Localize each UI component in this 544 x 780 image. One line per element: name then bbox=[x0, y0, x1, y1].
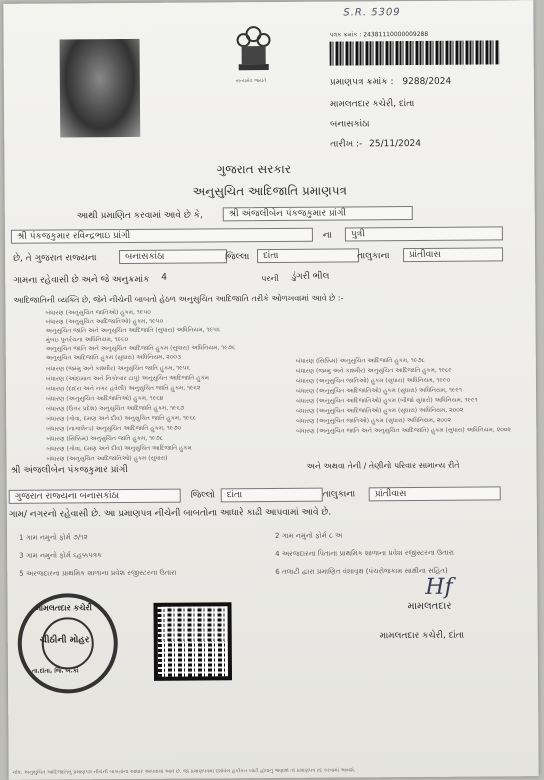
evidence-item: 4 અરજદારના પિતાના પ્રાથમિક શાળાના પ્રવેશ રજીસ્ટરના ઉતારા bbox=[275, 548, 455, 558]
fine-print-line: બંધારણ (જમ્મુ અને કાશ્મીર) અનુસુચિત જાતિ હુકમ, ૧૯૫૬ bbox=[45, 364, 191, 373]
fine-print-line: બંધારણ (ઉત્તર પ્રદેશ) અનુસુચિત આદિજાતિ હુકમ, ૧૯૬૭ bbox=[46, 404, 185, 413]
district-label: જિલ્લા bbox=[225, 252, 250, 263]
fine-print-line: બંધારણ (અનુસુચિત જાતિઓ) હુકમ, ૧૯૫૦ bbox=[45, 308, 151, 317]
fine-print-line: બંધારણ (દાદરા અને નગર હવેલી) અનુસુચિત જાતિ હુકમ, ૧૯૬૨ bbox=[45, 384, 201, 393]
name-repeat: શ્રી અંજલીબેન પંકજકુમાર પ્રાંગી bbox=[10, 465, 128, 476]
fine-print-line: મુંબઇ પુનર્રચના અધિનિયમ, ૧૯૬૦ bbox=[45, 335, 129, 344]
certificate-no-row: પ્રમાણપત્ર ક્રમાંક : 9288/2024 bbox=[329, 76, 452, 88]
family-text: અને અથવા તેની / તેણીનો પરિવાર સામાન્ય રીતે bbox=[306, 460, 460, 471]
fine-print-line: બંધારણ (ગોવા, દમણ અને દીવ) અનુસુચિત જાતિ હુકમ, ૧૯૬૮ bbox=[46, 414, 197, 423]
residence-taluka-label: તાલુકાના bbox=[322, 489, 356, 500]
fine-print-line: બંધારણ (જમ્મુ અને કાશ્મીર) અનુસુચિત આદિજાતિ હુકમ, ૧૯૮૯ bbox=[295, 366, 453, 375]
fine-print-line: બંધારણ (અનુસુચિત આદિજાતિઓ) હુકમ (બીજો સુધારો) અધિનિયમ, ૧૯૯૧ bbox=[296, 396, 478, 405]
emblem-icon bbox=[233, 24, 273, 76]
seal-bottom-text: તા.દાંતા, જિ. બ.કાં bbox=[31, 667, 79, 675]
evidence-item: 3 ગામ નમુનો ફોર્મ ૬હક્કપત્રક bbox=[19, 551, 102, 560]
state-text: છે, તે ગુજરાત રાજ્યના bbox=[13, 253, 97, 264]
fine-print-line: બંધારણ (નાગાલેન્ડ) અનુસુચિત આદિજાતિ હુકમ, ૧૯૭૦ bbox=[46, 424, 182, 433]
serial-no: 4 bbox=[161, 272, 167, 283]
certify-text: આથી પ્રમાણિત કરવામાં આવે છે કે, bbox=[76, 210, 203, 222]
state-district: બનાસકાંઠા bbox=[119, 249, 227, 264]
fine-print-line: બંધારણ (સિક્કિમ) અનુસુચિત જાતિ હુકમ, ૧૯૭૮ bbox=[46, 434, 164, 443]
signature-office: મામલતદાર કચેરી, દાંતા bbox=[379, 630, 465, 642]
issue-date: 25/11/2024 bbox=[369, 138, 422, 150]
emblem-caption: સત્યમેવ જયતે bbox=[235, 78, 267, 85]
applicant-photo bbox=[60, 39, 141, 138]
fine-print-line: બંધારણ (અનુસુચિત આદિજાતિઓ) હુકમ (સુધારા) અધિનિયમ, ૧૯૯૧ bbox=[295, 386, 462, 395]
fine-print-line: બંધારણ (આંદામાન અને નિકોબાર ટાપુ) અનુસુચિત આદિજાતિ હુકમ bbox=[45, 374, 210, 383]
evidence-item: 1 ગામ નમુનો ફોર્મ ૭/૧૨ bbox=[18, 533, 88, 542]
caste: ડુંગરી ભીલ bbox=[291, 271, 330, 282]
applicant-name: શ્રી અંજલીબેન પંકજકુમાર પ્રાંગી bbox=[223, 206, 413, 221]
village: પ્રાંતીવાસ bbox=[403, 247, 503, 262]
corner-handwriting: S.R. 5309 bbox=[343, 7, 401, 19]
certificate-no: 9288/2024 bbox=[402, 76, 452, 88]
recognized-text: આદિજાતિની વ્યક્તિ છે, જેને નીચેની બાબતો હેઠળ અનુસુચિત આદિજાતિ તરીકે ઓળખવામાં આવે છે :- bbox=[13, 293, 344, 305]
evidence-item: 2 ગામ નમુનો ફોર્મ ૮ અ bbox=[274, 531, 343, 540]
fine-print-line: બંધારણ (ગોવા, દમણ અને દીવ) અનુસુચિત આદિજાતિ હુકમ bbox=[46, 444, 192, 453]
residence-state: ગુજરાત રાજ્યના બનાસકાંઠા bbox=[9, 489, 181, 504]
fine-print-line: બંધારણ (સિક્કિમ) અનુસુચિત આદિજાતિ હુકમ, ૧૯૭૮ bbox=[295, 356, 425, 365]
barcode bbox=[330, 40, 500, 65]
district-value: દાંતા bbox=[257, 248, 359, 263]
seal-top-text: મામલતદાર કચેરી bbox=[35, 603, 92, 613]
residence-district-label: જિલ્લો bbox=[190, 490, 216, 501]
evidence-item: 5 અરજદારના પ્રાથમિક શાળાના પ્રવેશ રજીસ્ટરના ઉતારા bbox=[19, 568, 177, 578]
office-name: મામલતદાર કચેરી, દાંતા bbox=[329, 98, 415, 110]
na-label: ના bbox=[322, 230, 332, 241]
fine-print-line: અનુસુચિત જાતિ અને અનુસુચિત આદિજાતિ (સુધારા) અધિનિયમ, ૧૯૫૬ bbox=[45, 326, 221, 335]
residence-village: પ્રાંતીવાસ bbox=[369, 486, 501, 501]
residence-district: દાંતા bbox=[221, 488, 323, 503]
footer-note: નોંધ: અનુસુચિત આદિજાતિનું પ્રમાણપત્ર નીચેની બાબતોના આધારે આપવામાં આવે છે. જો પ્રમાણપત્રમાં દર્શાવેલ હકીકત ખોટી હોવાનું જણાશે તો પ્રમાણપત્ર રદ કરવામાં આવશે. bbox=[12, 767, 356, 776]
fine-print-line: બંધારણ (અનુસુચિત આદિજાતિઓ) હુકમ, ૧૯૫૦ bbox=[45, 317, 164, 326]
father-name: શ્રી પંકજકુમાર રવિન્દ્રભાઇ પ્રાંગી bbox=[11, 228, 313, 244]
caste-label: પરની bbox=[261, 273, 279, 284]
fine-print-line: બંધારણ (અનુસુચિત આદિજાતિઓ) હુકમ (સુધારા) અધિનિયમ, ૨૦૦૨ bbox=[296, 406, 464, 415]
relation: પુત્રી bbox=[345, 226, 503, 241]
taluka-label: તાલુકાના bbox=[357, 251, 390, 262]
qr-code bbox=[153, 602, 232, 681]
fine-print-line: બંધારણ (અનુસુચિત આદિજાતિઓ) હુકમ (સુધારા) bbox=[46, 454, 168, 463]
seal-center-text: ચીઠીની મોહર bbox=[39, 635, 90, 646]
fine-print-line: બંધારણ (અનુસુચિત જાતિ અને અનુસુચિત આદિજાતિ) હુકમ (સુધારા) અધિનિયમ, ૨૦૦૨ bbox=[296, 426, 511, 435]
signature-title: મામલતદાર bbox=[407, 600, 452, 613]
government-title: ગુજરાત સરકાર bbox=[216, 161, 292, 177]
fine-print-line: અનુસુચિત જાતિ અને અનુસુચિત આદિજાતિ હુકમ (સુધારા) અધિનિયમ, ૧૯૭૬ bbox=[45, 344, 236, 353]
fine-print-line: બંધારણ (અનુસુચિત આદિજાતિઓ) હુકમ, ૧૯૬૪ bbox=[46, 394, 164, 403]
basis-text: ગામ/ નગરનો રહેવાસી છે. આ પ્રમાણપત્ર નીચેની બાબતોના આધારે કાઢી આપવામાં આવે છે. bbox=[8, 507, 332, 520]
official-seal bbox=[17, 593, 118, 694]
village-line: ગામના રહેવાસી છે અને જે અનુક્રમાંક bbox=[13, 274, 150, 286]
signature-mark: Hf bbox=[425, 574, 453, 600]
fine-print-line: અનુસુચિત આદિજાતિ હુકમ (સુધારા) અધિનિયમ, ૨૦૦૩ bbox=[45, 353, 182, 362]
fine-print-line: બંધારણ (અનુસુચિત જાતિઓ) હુકમ (સુધારા) અધિનિયમ, ૨૦૦૨ bbox=[296, 416, 452, 425]
date-row: તારીખ :- 25/11/2024 bbox=[330, 138, 422, 150]
district-name: બનાસકાંઠા bbox=[330, 119, 370, 130]
barcode-number: પત્રક ક્રમાંક : 24381110000009288 bbox=[329, 30, 429, 39]
certificate-page bbox=[3, 0, 538, 780]
fine-print-line: બંધારણ (અનુસુચિત જાતિઓ) હુકમ (સુધારા) અધિનિયમ, ૧૯૯૦ bbox=[295, 376, 451, 385]
evidence-item: 6 તલાટી દ્વારા પ્રમાણિત વંશાવૃક્ષ (પંચરોજકામ સાક્ષીના સહિત) bbox=[275, 566, 448, 576]
certificate-title: અનુસુચિત આદિજાતિ પ્રમાણપત્ર bbox=[192, 183, 347, 199]
